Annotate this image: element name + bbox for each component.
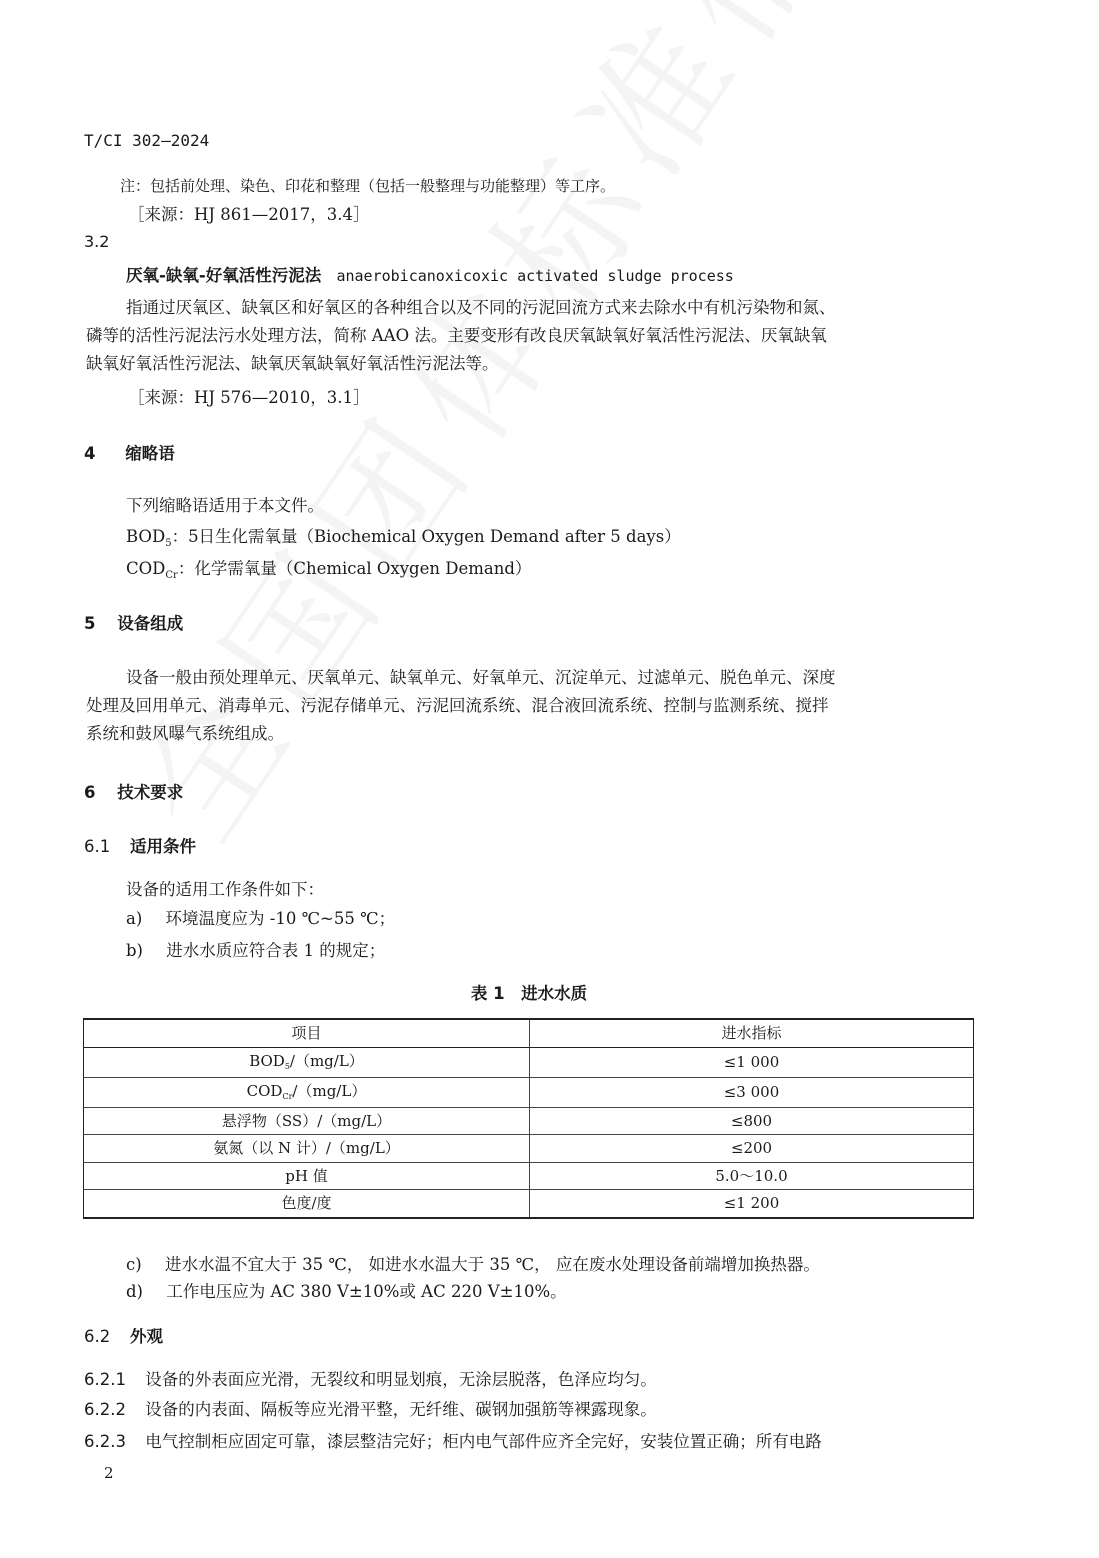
term-en: anaerobicanoxicoxic activated sludge process — [336, 267, 734, 285]
table-cell-value: ≤200 — [530, 1135, 974, 1163]
abbr-cod-main: COD — [126, 559, 166, 578]
clause-6-2-1 — [84, 1366, 657, 1390]
item-d — [126, 1278, 567, 1302]
note-text: 注：包括前处理、染色、印花和整理（包括一般整理与功能整理）等工序。 — [120, 177, 616, 195]
section-6-1-title: 适用条件 — [130, 837, 196, 856]
section-4-number: 4 — [84, 444, 96, 463]
section-6-1-intro: 设备的适用工作条件如下： — [126, 880, 324, 899]
item-b — [126, 937, 385, 961]
term-number: 3.2 — [84, 232, 110, 251]
doc-code: T/CI 302—2024 — [84, 131, 210, 150]
section-5-line-3: 系统和鼓风曝气系统组成。 — [86, 724, 284, 743]
section-6-2-heading — [84, 1323, 163, 1347]
page-number: 2 — [104, 1464, 114, 1482]
table-cell-value: ≤1 200 — [530, 1190, 974, 1218]
section-4-intro: 下列缩略语适用于本文件。 — [126, 496, 324, 515]
clause-text: 设备的外表面应光滑，无裂纹和明显划痕，无涂层脱落，色泽应均匀。 — [145, 1370, 657, 1389]
section-6-1-number: 6.1 — [84, 837, 111, 856]
definition-line-2: 磷等的活性污泥法污水处理方法，简称 AAO 法。主要变形有改良厌氧缺氧好氧活性污泥法、厌氧缺氧 — [86, 326, 827, 345]
table-row — [84, 1047, 974, 1077]
section-6-2-title: 外观 — [130, 1327, 163, 1346]
section-5-number: 5 — [84, 614, 96, 633]
section-5-line-1: 设备一般由预处理单元、厌氧单元、缺氧单元、好氧单元、沉淀单元、过滤单元、脱色单元、深度 — [126, 668, 836, 687]
clause-number: 6.2.3 — [84, 1432, 126, 1451]
table-row — [84, 1162, 974, 1190]
item-a — [126, 905, 395, 929]
section-5-title: 设备组成 — [117, 614, 184, 633]
table-cell-item: 悬浮物（SS）/（mg/L） — [84, 1107, 530, 1135]
table-cell-value: ≤800 — [530, 1107, 974, 1135]
abbr-bod-sub: 5 — [165, 538, 172, 549]
clause-6-2-2 — [84, 1396, 657, 1420]
term-zh: 厌氧-缺氧-好氧活性污泥法 — [126, 266, 322, 285]
item-a-text: 环境温度应为 -10 ℃~55 ℃； — [165, 909, 396, 928]
abbr-cod-desc: ：化学需氧量（Chemical Oxygen Demand） — [177, 559, 532, 578]
clause-text: 设备的内表面、隔板等应光滑平整，无纤维、碳钢加强筋等裸露现象。 — [145, 1400, 657, 1419]
table-row — [84, 1190, 974, 1218]
source-3-2: ［来源：HJ 576—2010，3.1］ — [128, 388, 370, 407]
section-4-title: 缩略语 — [125, 444, 175, 463]
item-d-text: 工作电压应为 AC 380 V±10%或 AC 220 V±10%。 — [166, 1282, 567, 1301]
table-cell-item: 色度/度 — [84, 1190, 530, 1218]
table-1-caption: 表 1 进水水质 — [470, 984, 588, 1003]
water-quality-table — [83, 1018, 974, 1219]
table-cell-item: $BOD_5/(mg/L)$ — [84, 1047, 530, 1077]
section-6-heading — [84, 779, 183, 803]
item-a-label: a) — [126, 909, 143, 928]
table-cell-value: 5.0～10.0 — [530, 1162, 974, 1190]
abbr-bod-main: BOD — [126, 527, 166, 546]
definition-line-1: 指通过厌氧区、缺氧区和好氧区的各种组合以及不同的污泥回流方式来去除水中有机污染物和氮、 — [126, 298, 836, 317]
item-b-text: 进水水质应符合表 1 的规定； — [166, 941, 386, 960]
section-4-heading — [84, 440, 175, 464]
abbr-bod — [126, 523, 681, 547]
section-6-1-heading — [84, 833, 196, 857]
table-row — [84, 1077, 974, 1107]
table-row — [84, 1135, 974, 1163]
section-6-number: 6 — [84, 783, 96, 802]
item-d-label: d) — [126, 1282, 143, 1301]
table-header-row — [84, 1019, 974, 1047]
section-6-title: 技术要求 — [117, 783, 184, 802]
section-5-line-2: 处理及回用单元、消毒单元、污泥存储单元、污泥回流系统、混合液回流系统、控制与监测系统、搅拌 — [86, 696, 829, 715]
definition-line-3: 缺氧好氧活性污泥法、缺氧厌氧缺氧好氧活性污泥法等。 — [86, 354, 499, 373]
abbr-cod-sub: Cr — [165, 570, 178, 581]
table-cell-value: ≤1 000 — [530, 1047, 974, 1077]
table-cell-value: ≤3 000 — [530, 1077, 974, 1107]
item-c — [126, 1251, 820, 1275]
section-5-heading — [84, 610, 183, 634]
table-cell-item: pH 值 — [84, 1162, 530, 1190]
table-header-item: 项目 — [84, 1019, 530, 1047]
table-cell-item: $COD_{Cr}/(mg/L)$ — [84, 1077, 530, 1107]
table-cell-item: 氨氮（以 N 计）/（mg/L） — [84, 1135, 530, 1163]
clause-number: 6.2.2 — [84, 1400, 126, 1419]
item-c-label: c) — [126, 1255, 142, 1274]
table-header-value: 进水指标 — [530, 1019, 974, 1047]
item-c-text: 进水水温不宜大于 35 ℃， 如进水水温大于 35 ℃， 应在废水处理设备前端增加换热器。 — [164, 1255, 820, 1274]
clause-6-2-3 — [84, 1428, 822, 1452]
section-6-2-number: 6.2 — [84, 1327, 111, 1346]
abbr-bod-desc: ：5日生化需氧量（Biochemical Oxygen Demand after 5 days） — [171, 527, 681, 546]
term-title — [126, 262, 734, 286]
item-b-label: b) — [126, 941, 143, 960]
source-3-1: ［来源：HJ 861—2017，3.4］ — [128, 205, 370, 224]
table-row — [84, 1107, 974, 1135]
abbr-cod — [126, 555, 531, 579]
clause-number: 6.2.1 — [84, 1370, 126, 1389]
clause-text: 电气控制柜应固定可靠，漆层整洁完好；柜内电气部件应齐全完好，安装位置正确；所有电路 — [145, 1432, 822, 1451]
